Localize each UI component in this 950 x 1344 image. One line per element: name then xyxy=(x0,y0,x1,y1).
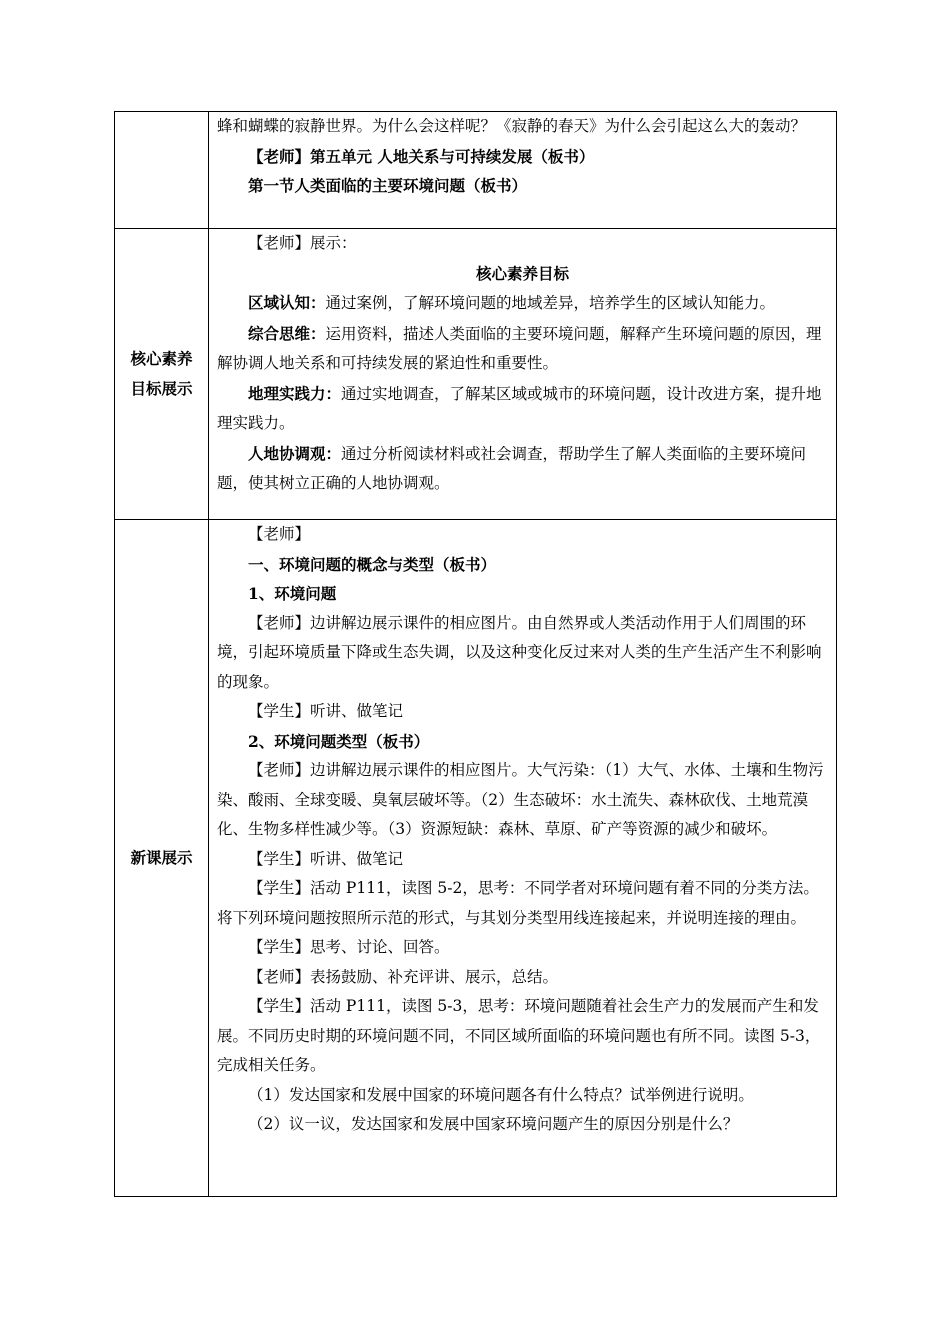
question-2: （2）议一议，发达国家和发展中国家环境问题产生的原因分别是什么？ xyxy=(248,1115,739,1133)
goal-harmony xyxy=(217,439,828,499)
goal-text: 通过案例，了解环境问题的地域差异，培养学生的区域认知能力。 xyxy=(325,294,776,312)
row-content-intro xyxy=(209,112,837,229)
lesson-plan-table xyxy=(114,111,837,1197)
heading-concept-types: 一、环境问题的概念与类型（板书） xyxy=(248,554,497,574)
goal-term: 综合思维： xyxy=(248,323,326,343)
goal-text: 通过实地调查，了解某区域或城市的环境问题，设计改进方案，提升地理实践力。 xyxy=(217,384,822,432)
paragraph: 【老师】边讲解边展示课件的相应图片。大气污染：（1）大气、水体、土壤和生物污染、酸雨、全球变暖、臭氧层破坏等。（2）生态破坏：水土流失、森林砍伐、土地荒漠化、生物多样性减少等。（3）资源短缺：森林、草原、矿产等资源的减少和破坏。 xyxy=(217,761,824,838)
goal-text: 运用资料，描述人类面临的主要环境问题，解释产生环境问题的原因，理解协调人地关系和可持续发展的紧迫性和重要性。 xyxy=(217,324,822,372)
paragraph: 【学生】听讲、做笔记 xyxy=(248,702,404,720)
heading-problem-types: 2、环境问题类型（板书） xyxy=(248,731,430,751)
goal-term: 人地协调观： xyxy=(248,443,342,463)
paragraph: 【老师】表扬鼓励、补充评讲、展示，总结。 xyxy=(248,967,559,986)
paragraph: 【老师】展示： xyxy=(248,234,357,252)
table-row xyxy=(115,229,837,520)
paragraph: 【学生】活动 P111，读图 5-3，思考：环境问题随着社会生产力的发展而产生和发展。不同历史时期的环境问题不同，不同区域所面临的环境问题也有所不同。读图 5-3，完成相关任务。 xyxy=(217,997,821,1074)
core-goals-label: 核心素养目标展示 xyxy=(130,350,193,398)
table-row xyxy=(115,520,837,1197)
goal-term: 区域认知： xyxy=(248,293,326,312)
row-content-core-goals xyxy=(209,229,837,520)
paragraph: 【老师】 xyxy=(248,525,311,543)
row-label-empty xyxy=(115,112,209,229)
paragraph: 【学生】听讲、做笔记 xyxy=(248,849,404,868)
question-1: （1）发达国家和发展中国家的环境问题各有什么特点？试举例进行说明。 xyxy=(248,1085,754,1104)
paragraph: 【学生】活动 P111，读图 5-2，思考：不同学者对环境问题有着不同的分类方法。将下列环境问题按照所示范的形式，与其划分类型用线连接起来，并说明连接的理由。 xyxy=(217,879,819,927)
unit-title: 【老师】第五单元 人地关系与可持续发展（板书） xyxy=(248,146,595,166)
goal-thinking xyxy=(217,319,828,379)
paragraph: 蜂和蝴蝶的寂静世界。为什么会这样呢？《寂静的春天》为什么会引起这么大的轰动？ xyxy=(217,117,807,135)
row-label-new-lesson: 新课展示 xyxy=(115,520,209,1197)
paragraph: 【老师】边讲解边展示课件的相应图片。由自然界或人类活动作用于人们周围的环境，引起环境质量下降或生态失调，以及这种变化反过来对人类的生产生活产生不利影响的现象。 xyxy=(217,613,822,691)
goal-region xyxy=(217,288,828,319)
row-label-core-goals xyxy=(115,229,209,520)
goal-text: 通过分析阅读材料或社会调查，帮助学生了解人类面临的主要环境问题，使其树立正确的人地协调观。 xyxy=(217,444,807,492)
heading-environment-problem: 1、环境问题 xyxy=(248,584,337,603)
goal-practice xyxy=(217,379,828,439)
section-title: 第一节人类面临的主要环境问题（板书） xyxy=(248,176,528,195)
paragraph: 【学生】思考、讨论、回答。 xyxy=(248,938,450,956)
row-content-new-lesson xyxy=(209,520,837,1197)
core-goals-heading: 核心素养目标 xyxy=(475,263,569,283)
table-row xyxy=(115,112,837,229)
goal-term: 地理实践力： xyxy=(248,383,342,403)
